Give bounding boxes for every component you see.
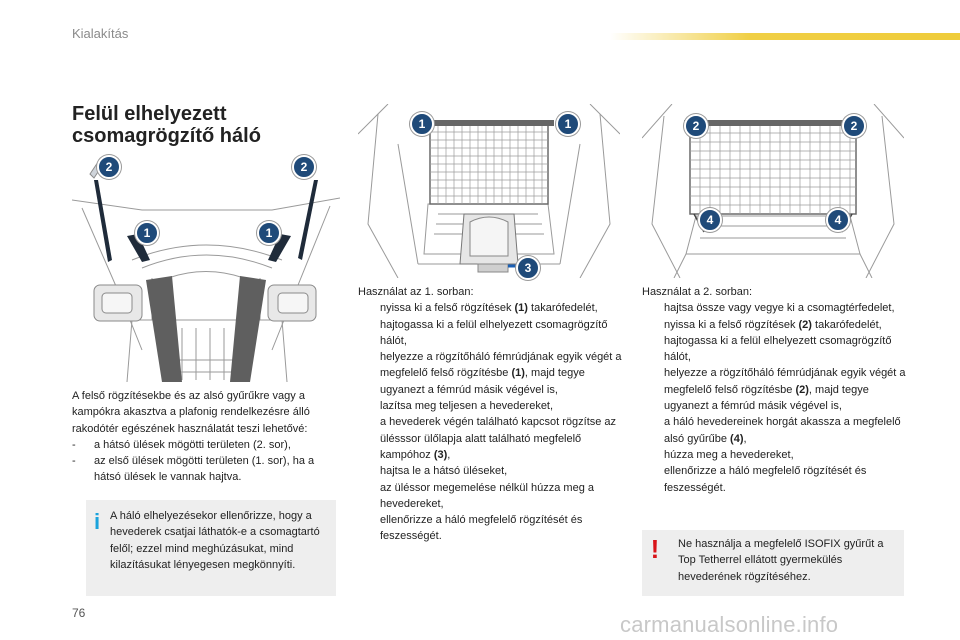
callout-3-label: 3 (524, 261, 532, 275)
bullet-icon (358, 349, 380, 398)
list-item (642, 414, 908, 447)
callout-4-left (698, 208, 722, 232)
callout-1-left (135, 221, 159, 245)
list-item-text (664, 414, 908, 447)
list-item-text-part: nyissa ki a felső rögzítések (380, 302, 515, 315)
list-item-text (380, 349, 624, 398)
bullet-icon (358, 480, 380, 513)
list-item-text-part: hajtogassa ki a felül elhelyezett csomagrögzítő hálót, (380, 318, 608, 347)
list-item-text (664, 333, 908, 366)
list-item-text-part: takarófedelét, (527, 302, 598, 315)
list-item (358, 414, 624, 463)
callout-2-right (292, 155, 316, 179)
list-item-text (380, 414, 624, 463)
intro-item-text: az első ülések mögötti területen (1. sor), ha a hátsó ülések le vannak hajtva. (94, 455, 315, 484)
bullet-icon (642, 365, 664, 414)
watermark: carmanualsonline.info (620, 612, 839, 637)
list-item (358, 317, 624, 350)
list-item (358, 349, 624, 398)
bullet-icon (642, 463, 664, 496)
intro-item (72, 437, 340, 453)
callout-2-left-label: 2 (105, 160, 113, 174)
warning-note-text: Ne használja a megfelelő ISOFIX gyűrűt a Top Tetherrel ellátott gyermekülés hevederének rögzítéséhez. (678, 538, 884, 583)
callout-1-row1-left-label: 1 (418, 117, 426, 131)
list-item-text-part: nyissa ki a felső rögzítések (664, 318, 799, 331)
list-item-text-part: ellenőrizze a háló megfelelő rögzítését és feszességét. (664, 465, 867, 494)
list-item-text (380, 300, 624, 316)
callout-4-left-label: 4 (706, 213, 714, 227)
list-item-text (664, 463, 908, 496)
row2-heading: Használat a 2. sorban: (642, 286, 753, 298)
list-item-text-part: , (447, 448, 451, 461)
bullet-icon (642, 414, 664, 447)
list-item-text (380, 463, 624, 479)
intro-item (72, 453, 340, 486)
list-item (642, 300, 908, 316)
bullet-icon (642, 300, 664, 316)
section-title-line-1: Felül elhelyezett (72, 103, 227, 125)
bullet-icon (358, 317, 380, 350)
list-item (642, 463, 908, 496)
header-accent-bar (610, 33, 960, 40)
list-item-text (664, 365, 908, 414)
list-item-text (664, 447, 908, 463)
list-item (358, 300, 624, 316)
intro-text-block (72, 388, 340, 486)
bullet-icon (642, 317, 664, 333)
callout-1-row1-right-label: 1 (564, 117, 572, 131)
callout-2-row2-left-label: 2 (692, 119, 700, 133)
list-item-text-part: a háló hevedereinek horgát akassza a megfelelő alsó gyűrűbe (664, 416, 901, 445)
intro-paragraph: A felső rögzítésekbe és az alsó gyűrűkre vagy a kampókra akasztva a plafonig rendelkezésre álló rakodótér egészének használatát teszi lehetővé: (72, 390, 310, 435)
bullet-icon (358, 300, 380, 316)
reference-number: (2) (795, 383, 809, 396)
info-icon: i (93, 509, 101, 534)
list-item (642, 317, 908, 333)
callout-4-right (826, 208, 850, 232)
list-item (358, 480, 624, 513)
reference-number: (2) (798, 318, 812, 331)
callout-2-left (97, 155, 121, 179)
list-item-text-part: hajtogassa ki a felül elhelyezett csomagrögzítő hálót, (664, 334, 892, 364)
callout-3 (516, 256, 540, 280)
list-item-text-part: helyezze a rögzítőháló fémrúdjának egyik végét a megfelelő felső rögzítésbe (380, 351, 622, 380)
section-title-line-2: csomagrögzítő háló (72, 125, 261, 147)
list-item-text (380, 317, 624, 350)
bullet-icon (642, 333, 664, 366)
intro-item-dash: - (72, 455, 76, 468)
list-item (642, 365, 908, 414)
list-item-text-part: hajtsa össze vagy vegye ki a csomagtérfedelet, (664, 302, 895, 315)
intro-item-dash: - (72, 438, 76, 451)
list-item (642, 333, 908, 366)
row2-instructions (642, 284, 908, 496)
warning-icon: ! (650, 534, 660, 564)
callout-1-row1-left (410, 112, 434, 136)
list-item (642, 447, 908, 463)
info-note-text: A háló elhelyezésekor ellenőrizze, hogy a hevederek csatjai láthatók-e a csomagtartó felől; ezzel mind meghúzásukat, mind kilazításukat lényegesen megkönnyíti. (110, 510, 320, 571)
section-title (72, 103, 261, 147)
list-item-text (664, 317, 908, 333)
callout-1-right-label: 1 (265, 226, 273, 240)
row1-instructions (358, 284, 624, 545)
row1-net-illustration (358, 104, 620, 278)
callout-4-right-label: 4 (834, 213, 842, 227)
intro-item-text: a hátsó ülések mögötti területen (2. sor), (94, 438, 291, 451)
callout-1-row1-right (556, 112, 580, 136)
list-item-text (380, 512, 624, 545)
bullet-icon (358, 398, 380, 414)
list-item-text-part: a hevederek végén található kapcsot rögzítse az ülésssor ülőlapja alatt található megfelelő kampóhoz (380, 416, 617, 461)
list-item (358, 463, 624, 479)
list-item (358, 512, 624, 545)
row1-heading: Használat az 1. sorban: (358, 286, 474, 298)
reference-number: (1) (514, 302, 528, 315)
bullet-icon (358, 414, 380, 463)
list-item-text (380, 398, 624, 414)
page-number: 76 (72, 606, 86, 620)
list-item-text-part: ellenőrizze a háló megfelelő rögzítését és feszességét. (380, 514, 583, 543)
list-item-text (380, 480, 624, 513)
list-item-text-part: lazítsa meg teljesen a hevedereket, (380, 400, 554, 413)
callout-2-row2-left (684, 114, 708, 138)
callout-1-left-label: 1 (143, 226, 151, 240)
list-item (358, 398, 624, 414)
reference-number: (3) (433, 448, 448, 461)
chapter-title: Kialakítás (72, 26, 129, 41)
callout-2-row2-right (842, 114, 866, 138)
callout-1-right (257, 221, 281, 245)
list-item-text-part: hajtsa le a hátsó üléseket, (380, 465, 508, 478)
interior-anchors-illustration (72, 150, 340, 382)
warning-note-box (642, 530, 904, 596)
list-item-text-part: takarófedelét, (811, 318, 882, 331)
list-item-text-part: , majd tegye ugyanezt a fémrúd másik végével is, (380, 367, 585, 396)
info-note-box (86, 500, 336, 596)
callout-2-row2-right-label: 2 (850, 119, 858, 133)
list-item-text (664, 300, 908, 316)
list-item-text-part: helyezze a rögzítőháló fémrúdjának egyik végét a megfelelő felső rögzítésbe (664, 367, 906, 396)
list-item-text-part: húzza meg a hevedereket, (664, 448, 794, 461)
list-item-text-part: , (743, 432, 747, 445)
list-item-text-part: , majd tegye ugyanezt a fémrúd másik végével is, (664, 383, 869, 413)
reference-number: (4) (730, 432, 744, 445)
list-item-text-part: az üléssor megemelése nélkül húzza meg a hevedereket, (380, 481, 595, 510)
bullet-icon (358, 463, 380, 479)
bullet-icon (642, 447, 664, 463)
callout-2-right-label: 2 (300, 160, 308, 174)
bullet-icon (358, 512, 380, 545)
reference-number: (1) (511, 367, 525, 380)
